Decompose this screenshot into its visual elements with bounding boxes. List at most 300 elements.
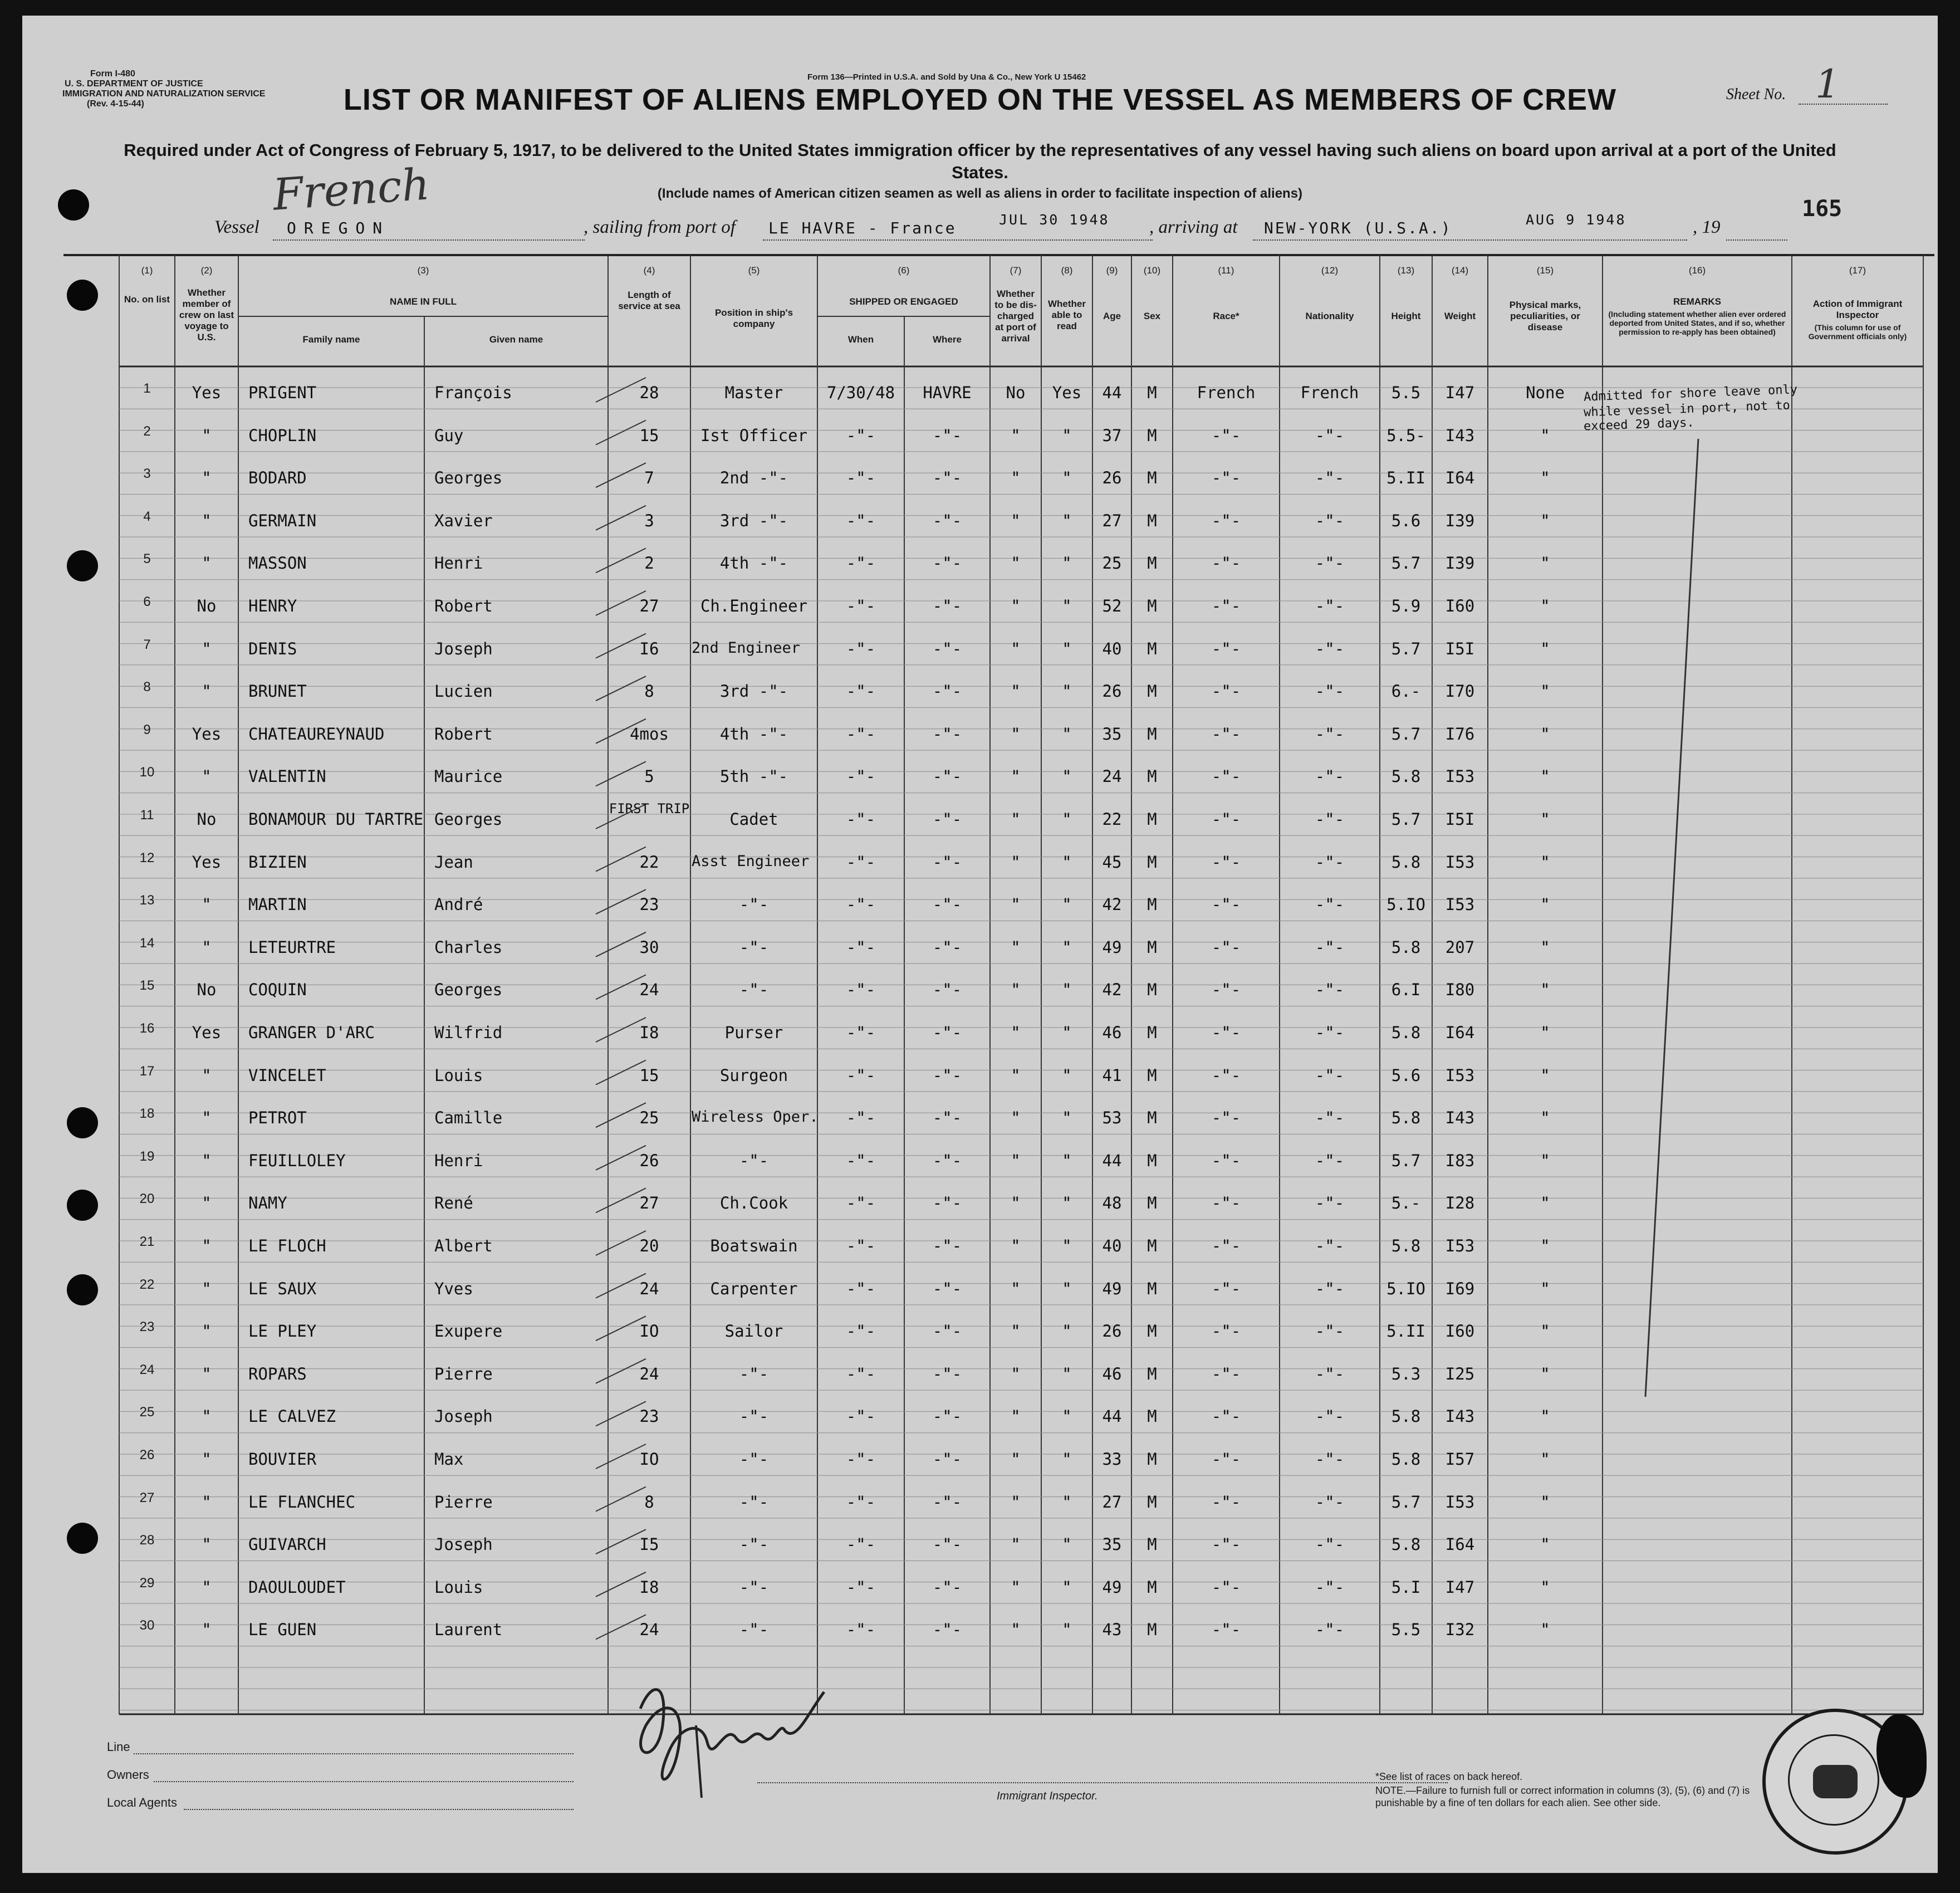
- cell-race: -"-: [1211, 1407, 1241, 1426]
- column-number: (5): [748, 265, 760, 276]
- cell-sex: M: [1147, 1065, 1157, 1085]
- cell-sex: M: [1147, 1151, 1157, 1170]
- cell-family: LETEURTRE: [248, 937, 336, 957]
- col-header-remarks: REMARKS: [1673, 296, 1721, 307]
- cell-nat: -"-: [1315, 724, 1345, 743]
- cell-disch: ": [1011, 1577, 1021, 1597]
- cell-marks: ": [1540, 1193, 1550, 1213]
- cell-service: 20: [639, 1236, 659, 1255]
- cell-family: LE PLEY: [248, 1322, 317, 1341]
- cell-service: IO: [639, 1450, 659, 1469]
- cell-disch: ": [1011, 1364, 1021, 1383]
- cell-where: -"-: [932, 596, 962, 615]
- cell-service: 28: [639, 383, 659, 402]
- col-header-given-name: Given name: [489, 334, 543, 345]
- cell-prev: ": [202, 554, 212, 573]
- cell-nat: -"-: [1315, 1450, 1345, 1469]
- cell-age: 41: [1102, 1065, 1122, 1085]
- cell-service: 30: [639, 937, 659, 957]
- column-number: (10): [1143, 265, 1161, 276]
- cell-age: 40: [1102, 1236, 1122, 1255]
- cell-marks: ": [1540, 682, 1550, 701]
- cell-age: 44: [1102, 1407, 1122, 1426]
- cell-given: Maurice: [434, 767, 503, 786]
- column-number: (1): [141, 265, 153, 276]
- cell-position: Carpenter: [710, 1279, 798, 1298]
- cell-height: 5.7: [1391, 810, 1421, 829]
- cell-weight: I47: [1445, 1577, 1475, 1597]
- cell-race: -"-: [1211, 1322, 1241, 1341]
- col-header-family-name: Family name: [302, 334, 360, 345]
- cell-service: I8: [639, 1023, 659, 1042]
- cell-nat: -"-: [1315, 895, 1345, 914]
- cell-height: 5.3: [1391, 1364, 1421, 1383]
- cell-race: -"-: [1211, 1193, 1241, 1213]
- cell-race: French: [1197, 383, 1256, 402]
- cell-nat: -"-: [1315, 468, 1345, 488]
- cell-service: 7: [644, 468, 654, 488]
- cell-when: -"-: [846, 895, 876, 914]
- cell-age: 49: [1102, 1577, 1122, 1597]
- cell-age: 53: [1102, 1108, 1122, 1128]
- cell-height: 6.I: [1391, 980, 1421, 1000]
- cell-height: 5.IO: [1386, 1279, 1425, 1298]
- inspector-label: Immigrant Inspector.: [997, 1790, 1098, 1802]
- cell-age: 35: [1102, 724, 1122, 743]
- cell-age: 35: [1102, 1535, 1122, 1554]
- cell-sex: M: [1147, 1279, 1157, 1298]
- cell-service: 24: [639, 1620, 659, 1640]
- col-header-read: Whether able to read: [1048, 299, 1086, 331]
- cell-sex: M: [1147, 1620, 1157, 1640]
- inspector-signature: [618, 1659, 841, 1803]
- cell-given: Yves: [434, 1279, 473, 1298]
- cell-sex: M: [1147, 1492, 1157, 1512]
- cell-when: -"-: [846, 1065, 876, 1085]
- cell-read: ": [1062, 767, 1072, 786]
- cell-age: 45: [1102, 852, 1122, 872]
- cell-when: -"-: [846, 980, 876, 1000]
- cell-race: -"-: [1211, 639, 1241, 658]
- cell-read: ": [1062, 1364, 1072, 1383]
- cell-age: 46: [1102, 1023, 1122, 1042]
- cell-nat: -"-: [1315, 1322, 1345, 1341]
- cell-position: -"-: [739, 1364, 769, 1383]
- cell-where: -"-: [932, 425, 962, 445]
- cell-height: 5.7: [1391, 1151, 1421, 1170]
- cell-marks: ": [1540, 937, 1550, 957]
- cell-sex: M: [1147, 596, 1157, 615]
- cell-height: 5.8: [1391, 1535, 1421, 1554]
- cell-family: LE GUEN: [248, 1620, 317, 1640]
- cell-weight: I43: [1445, 1108, 1475, 1128]
- cell-no: 20: [139, 1191, 155, 1207]
- cell-marks: ": [1540, 425, 1550, 445]
- cell-no: 18: [139, 1106, 155, 1122]
- cell-given: Louis: [434, 1065, 483, 1085]
- cell-weight: I80: [1445, 980, 1475, 1000]
- cell-read: ": [1062, 1108, 1072, 1128]
- cell-given: Xavier: [434, 511, 493, 530]
- cell-read: ": [1062, 1023, 1072, 1042]
- cell-prev: ": [202, 1492, 212, 1512]
- cell-when: -"-: [846, 937, 876, 957]
- cell-prev: ": [202, 511, 212, 530]
- cell-no: 6: [143, 594, 151, 609]
- cell-prev: ": [202, 1236, 212, 1255]
- cell-position: Purser: [724, 1023, 783, 1042]
- cell-read: ": [1062, 980, 1072, 1000]
- cell-no: 11: [140, 808, 154, 823]
- cell-disch: ": [1011, 937, 1021, 957]
- cell-marks: ": [1540, 1407, 1550, 1426]
- cell-position: 4th -"-: [719, 554, 788, 573]
- cell-age: 46: [1102, 1364, 1122, 1383]
- cell-sex: M: [1147, 767, 1157, 786]
- cell-position: 5th -"-: [719, 767, 788, 786]
- cell-marks: ": [1540, 554, 1550, 573]
- cell-height: 6.-: [1391, 682, 1421, 701]
- cell-family: LE FLOCH: [248, 1236, 326, 1255]
- cell-no: 22: [139, 1276, 155, 1292]
- cell-prev: ": [202, 1535, 212, 1554]
- col-header-prev-voyage: Whether member of crew on last voyage to U.S.: [179, 287, 234, 343]
- col-header-sex: Sex: [1143, 311, 1161, 321]
- cell-race: -"-: [1211, 1151, 1241, 1170]
- cell-family: DENIS: [248, 639, 297, 658]
- cell-marks: ": [1540, 980, 1550, 1000]
- cell-position: Surgeon: [719, 1065, 788, 1085]
- cell-position: -"-: [739, 1151, 769, 1170]
- cell-race: -"-: [1211, 1108, 1241, 1128]
- sailing-label: , sailing from port of: [584, 217, 736, 237]
- cell-prev: ": [202, 1577, 212, 1597]
- cell-given: Albert: [434, 1236, 493, 1255]
- col-header-race: Race*: [1213, 311, 1239, 321]
- cell-when: -"-: [846, 596, 876, 615]
- cell-race: -"-: [1211, 554, 1241, 573]
- cell-height: 5.5: [1391, 1620, 1421, 1640]
- cell-age: 44: [1102, 1151, 1122, 1170]
- cell-no: 12: [139, 850, 155, 865]
- cell-weight: I32: [1445, 1620, 1475, 1640]
- cell-no: 16: [139, 1021, 155, 1036]
- cell-read: ": [1062, 1322, 1072, 1341]
- cell-family: LE SAUX: [248, 1279, 317, 1298]
- cell-read: ": [1062, 1620, 1072, 1640]
- cell-when: -"-: [846, 1322, 876, 1341]
- cell-no: 25: [139, 1405, 155, 1420]
- cell-where: HAVRE: [923, 383, 972, 402]
- cell-sex: M: [1147, 1322, 1157, 1341]
- cell-service: 3: [644, 511, 654, 530]
- cell-given: Guy: [434, 425, 464, 445]
- cell-prev: ": [202, 425, 212, 445]
- cell-where: -"-: [932, 1577, 962, 1597]
- cell-marks: ": [1540, 852, 1550, 872]
- cell-read: Yes: [1052, 383, 1082, 402]
- cell-race: -"-: [1211, 1492, 1241, 1512]
- cell-disch: ": [1011, 724, 1021, 743]
- cell-age: 42: [1102, 895, 1122, 914]
- cell-where: -"-: [932, 682, 962, 701]
- cell-no: 21: [139, 1234, 155, 1249]
- cell-family: PRIGENT: [248, 383, 317, 402]
- col-header-action: Action of Immigrant Inspector: [1812, 299, 1903, 320]
- cell-weight: I70: [1445, 682, 1475, 701]
- cell-age: 43: [1102, 1620, 1122, 1640]
- cell-no: 10: [139, 765, 155, 780]
- cell-disch: ": [1011, 895, 1021, 914]
- cell-when: -"-: [846, 1535, 876, 1554]
- cell-weight: I28: [1445, 1193, 1475, 1213]
- cell-race: -"-: [1211, 1023, 1241, 1042]
- page-title: LIST OR MANIFEST OF ALIENS EMPLOYED ON THE VESSEL AS MEMBERS OF CREW: [343, 83, 1617, 116]
- manifest-sheet: [22, 16, 1938, 1873]
- cell-no: 14: [139, 935, 155, 951]
- footer-agents-rule: [184, 1809, 574, 1810]
- column-number: (16): [1688, 265, 1706, 276]
- cell-prev: ": [202, 1364, 212, 1383]
- cell-prev: ": [202, 937, 212, 957]
- cell-nat: -"-: [1315, 1577, 1345, 1597]
- col-header-service: Length of service at sea: [618, 290, 680, 311]
- cell-when: -"-: [846, 1450, 876, 1469]
- cell-height: 5.9: [1391, 596, 1421, 615]
- cell-sex: M: [1147, 425, 1157, 445]
- cell-when: -"-: [846, 1193, 876, 1213]
- cell-nat: -"-: [1315, 1108, 1345, 1128]
- cell-sex: M: [1147, 1108, 1157, 1128]
- cell-nat: -"-: [1315, 511, 1345, 530]
- cell-service: 26: [639, 1151, 659, 1170]
- cell-family: GERMAIN: [248, 511, 317, 530]
- cell-service: 5: [644, 767, 654, 786]
- cell-family: HENRY: [248, 596, 297, 615]
- cell-given: Camille: [434, 1108, 503, 1128]
- legal-requirement: Required under Act of Congress of February 5, 1917, to be delivered to the United States immigration officer by the representatives of any vessel having such aliens on board upon arrival at a port of the United States.: [124, 140, 1836, 182]
- cell-no: 17: [139, 1063, 155, 1079]
- cell-position: -"-: [739, 937, 769, 957]
- cell-where: -"-: [932, 1108, 962, 1128]
- cell-weight: I43: [1445, 1407, 1475, 1426]
- cell-given: Georges: [434, 980, 503, 1000]
- cell-nat: -"-: [1315, 810, 1345, 829]
- cell-height: 5.8: [1391, 937, 1421, 957]
- cell-read: ": [1062, 1151, 1072, 1170]
- cell-given: Georges: [434, 468, 503, 488]
- cell-height: 5.7: [1391, 639, 1421, 658]
- cell-prev: ": [202, 1193, 212, 1213]
- cell-marks: None: [1526, 383, 1565, 402]
- cell-sex: M: [1147, 682, 1157, 701]
- cell-position: -"-: [739, 1450, 769, 1469]
- col-header-remarks-sub: (Including statement whether alien ever ordered deported from United States, and if so, whether permission to re-apply has been obtained): [1608, 310, 1786, 336]
- cell-position: Ch.Engineer: [700, 596, 808, 615]
- cell-read: ": [1062, 1577, 1072, 1597]
- cell-disch: ": [1011, 1535, 1021, 1554]
- col-header-discharged: Whether to be dis-charged at port of arrival: [994, 288, 1037, 344]
- cell-when: -"-: [846, 682, 876, 701]
- cell-race: -"-: [1211, 1535, 1241, 1554]
- cell-position: -"-: [739, 980, 769, 1000]
- cell-no: 24: [139, 1362, 155, 1377]
- cell-given: Georges: [434, 810, 503, 829]
- cell-height: 5.7: [1391, 1492, 1421, 1512]
- cell-read: ": [1062, 895, 1072, 914]
- cell-age: 26: [1102, 468, 1122, 488]
- cell-where: -"-: [932, 1065, 962, 1085]
- cell-given: Laurent: [434, 1620, 503, 1640]
- cell-height: 5.8: [1391, 1023, 1421, 1042]
- column-number: (14): [1451, 265, 1469, 276]
- cell-service: 4mos: [630, 724, 669, 743]
- cell-prev: ": [202, 1620, 212, 1640]
- cell-weight: I5I: [1445, 810, 1475, 829]
- cell-position: -"-: [739, 1492, 769, 1512]
- cell-family: LE CALVEZ: [248, 1407, 336, 1426]
- service-name: IMMIGRATION AND NATURALIZATION SERVICE: [62, 89, 266, 99]
- cell-marks: ": [1540, 1450, 1550, 1469]
- cell-family: GUIVARCH: [248, 1535, 326, 1554]
- cell-given: Joseph: [434, 1535, 493, 1554]
- cell-sex: M: [1147, 937, 1157, 957]
- year-label: , 19: [1693, 217, 1721, 237]
- remarks-line-2: while vessel in port, not to: [1583, 398, 1791, 420]
- cell-height: 5.7: [1391, 554, 1421, 573]
- cell-disch: ": [1011, 511, 1021, 530]
- cell-prev: Yes: [192, 1023, 222, 1042]
- cell-height: 5.8: [1391, 852, 1421, 872]
- cell-service: I6: [639, 639, 659, 658]
- cell-race: -"-: [1211, 767, 1241, 786]
- footer-line-label: Line: [107, 1740, 130, 1754]
- cell-weight: I83: [1445, 1151, 1475, 1170]
- cell-marks: ": [1540, 895, 1550, 914]
- cell-race: -"-: [1211, 1620, 1241, 1640]
- cell-read: ": [1062, 682, 1072, 701]
- cell-marks: ": [1540, 639, 1550, 658]
- cell-position: -"-: [739, 1407, 769, 1426]
- cell-read: ": [1062, 639, 1072, 658]
- cell-position: Master: [724, 383, 783, 402]
- cell-marks: ": [1540, 1279, 1550, 1298]
- cell-service: 15: [639, 425, 659, 445]
- cell-when: 7/30/48: [826, 383, 895, 402]
- column-number: (11): [1218, 265, 1234, 276]
- cell-nat: -"-: [1315, 1620, 1345, 1640]
- cell-height: 5.-: [1391, 1193, 1421, 1213]
- cell-disch: ": [1011, 852, 1021, 872]
- cell-age: 25: [1102, 554, 1122, 573]
- cell-height: 5.IO: [1386, 895, 1425, 914]
- cell-where: -"-: [932, 724, 962, 743]
- cell-race: -"-: [1211, 724, 1241, 743]
- cell-nat: -"-: [1315, 1065, 1345, 1085]
- cell-race: -"-: [1211, 1236, 1241, 1255]
- column-number: (8): [1061, 265, 1073, 276]
- cell-service: FIRST TRIP: [609, 801, 690, 816]
- cell-no: 8: [143, 679, 151, 695]
- cell-nat: -"-: [1315, 596, 1345, 615]
- cell-age: 44: [1102, 383, 1122, 402]
- cell-family: MASSON: [248, 554, 307, 573]
- cell-given: Max: [434, 1450, 464, 1469]
- cell-disch: ": [1011, 1023, 1021, 1042]
- cell-prev: Yes: [192, 852, 222, 872]
- column-number: (9): [1106, 265, 1118, 276]
- cell-height: 5.6: [1391, 1065, 1421, 1085]
- cell-family: PETROT: [248, 1108, 307, 1128]
- include-note: (Include names of American citizen seamen as well as aliens in order to facilitate inspection of aliens): [657, 186, 1303, 201]
- col-header-nationality: Nationality: [1305, 311, 1354, 321]
- cell-disch: ": [1011, 682, 1021, 701]
- cell-disch: ": [1011, 1236, 1021, 1255]
- col-header-weight: Weight: [1444, 311, 1476, 321]
- cell-weight: I60: [1445, 596, 1475, 615]
- footer-owners-rule: [154, 1781, 574, 1782]
- cell-sex: M: [1147, 1236, 1157, 1255]
- cell-service: 25: [639, 1108, 659, 1128]
- arrive-date: AUG 9 1948: [1526, 212, 1626, 228]
- cell-position: Wireless Oper.: [692, 1108, 819, 1126]
- cell-position: Sailor: [724, 1322, 783, 1341]
- cell-service: 2: [644, 554, 654, 573]
- cell-height: 5.8: [1391, 767, 1421, 786]
- cell-prev: ": [202, 895, 212, 914]
- cell-service: 27: [639, 1193, 659, 1213]
- cell-read: ": [1062, 852, 1072, 872]
- cell-prev: ": [202, 682, 212, 701]
- cell-disch: ": [1011, 810, 1021, 829]
- cell-when: -"-: [846, 724, 876, 743]
- cell-read: ": [1062, 596, 1072, 615]
- column-number: (13): [1397, 265, 1415, 276]
- cell-age: 26: [1102, 682, 1122, 701]
- remarks-line-3: exceed 29 days.: [1583, 415, 1695, 434]
- cell-position: 3rd -"-: [719, 682, 788, 701]
- cell-race: -"-: [1211, 895, 1241, 914]
- cell-disch: ": [1011, 1065, 1021, 1085]
- cell-weight: I76: [1445, 724, 1475, 743]
- cell-marks: ": [1540, 1108, 1550, 1128]
- cell-where: -"-: [932, 810, 962, 829]
- cell-age: 49: [1102, 1279, 1122, 1298]
- cell-no: 29: [139, 1575, 155, 1591]
- cell-no: 7: [143, 637, 151, 652]
- penalty-note: NOTE.—Failure to furnish full or correct information in columns (3), (5), (6) and (7) is punishable by a fine of ten dollars for each alien. See other side.: [1375, 1785, 1750, 1808]
- vessel-label: Vessel: [214, 217, 259, 237]
- cell-age: 33: [1102, 1450, 1122, 1469]
- cell-family: CHATEAUREYNAUD: [248, 724, 385, 743]
- cell-age: 48: [1102, 1193, 1122, 1213]
- cell-disch: ": [1011, 468, 1021, 488]
- cell-race: -"-: [1211, 468, 1241, 488]
- col-header-age: Age: [1102, 311, 1121, 321]
- cell-position: Boatswain: [710, 1236, 798, 1255]
- cell-race: -"-: [1211, 1577, 1241, 1597]
- cell-disch: ": [1011, 1108, 1021, 1128]
- cell-weight: I25: [1445, 1364, 1475, 1383]
- cell-marks: ": [1540, 1620, 1550, 1640]
- cell-where: -"-: [932, 468, 962, 488]
- cell-nat: -"-: [1315, 1279, 1345, 1298]
- cell-when: -"-: [846, 852, 876, 872]
- cell-where: -"-: [932, 1535, 962, 1554]
- cell-family: BRUNET: [248, 682, 307, 701]
- remarks-pen-stroke: [1645, 439, 1698, 1397]
- cell-sex: M: [1147, 1193, 1157, 1213]
